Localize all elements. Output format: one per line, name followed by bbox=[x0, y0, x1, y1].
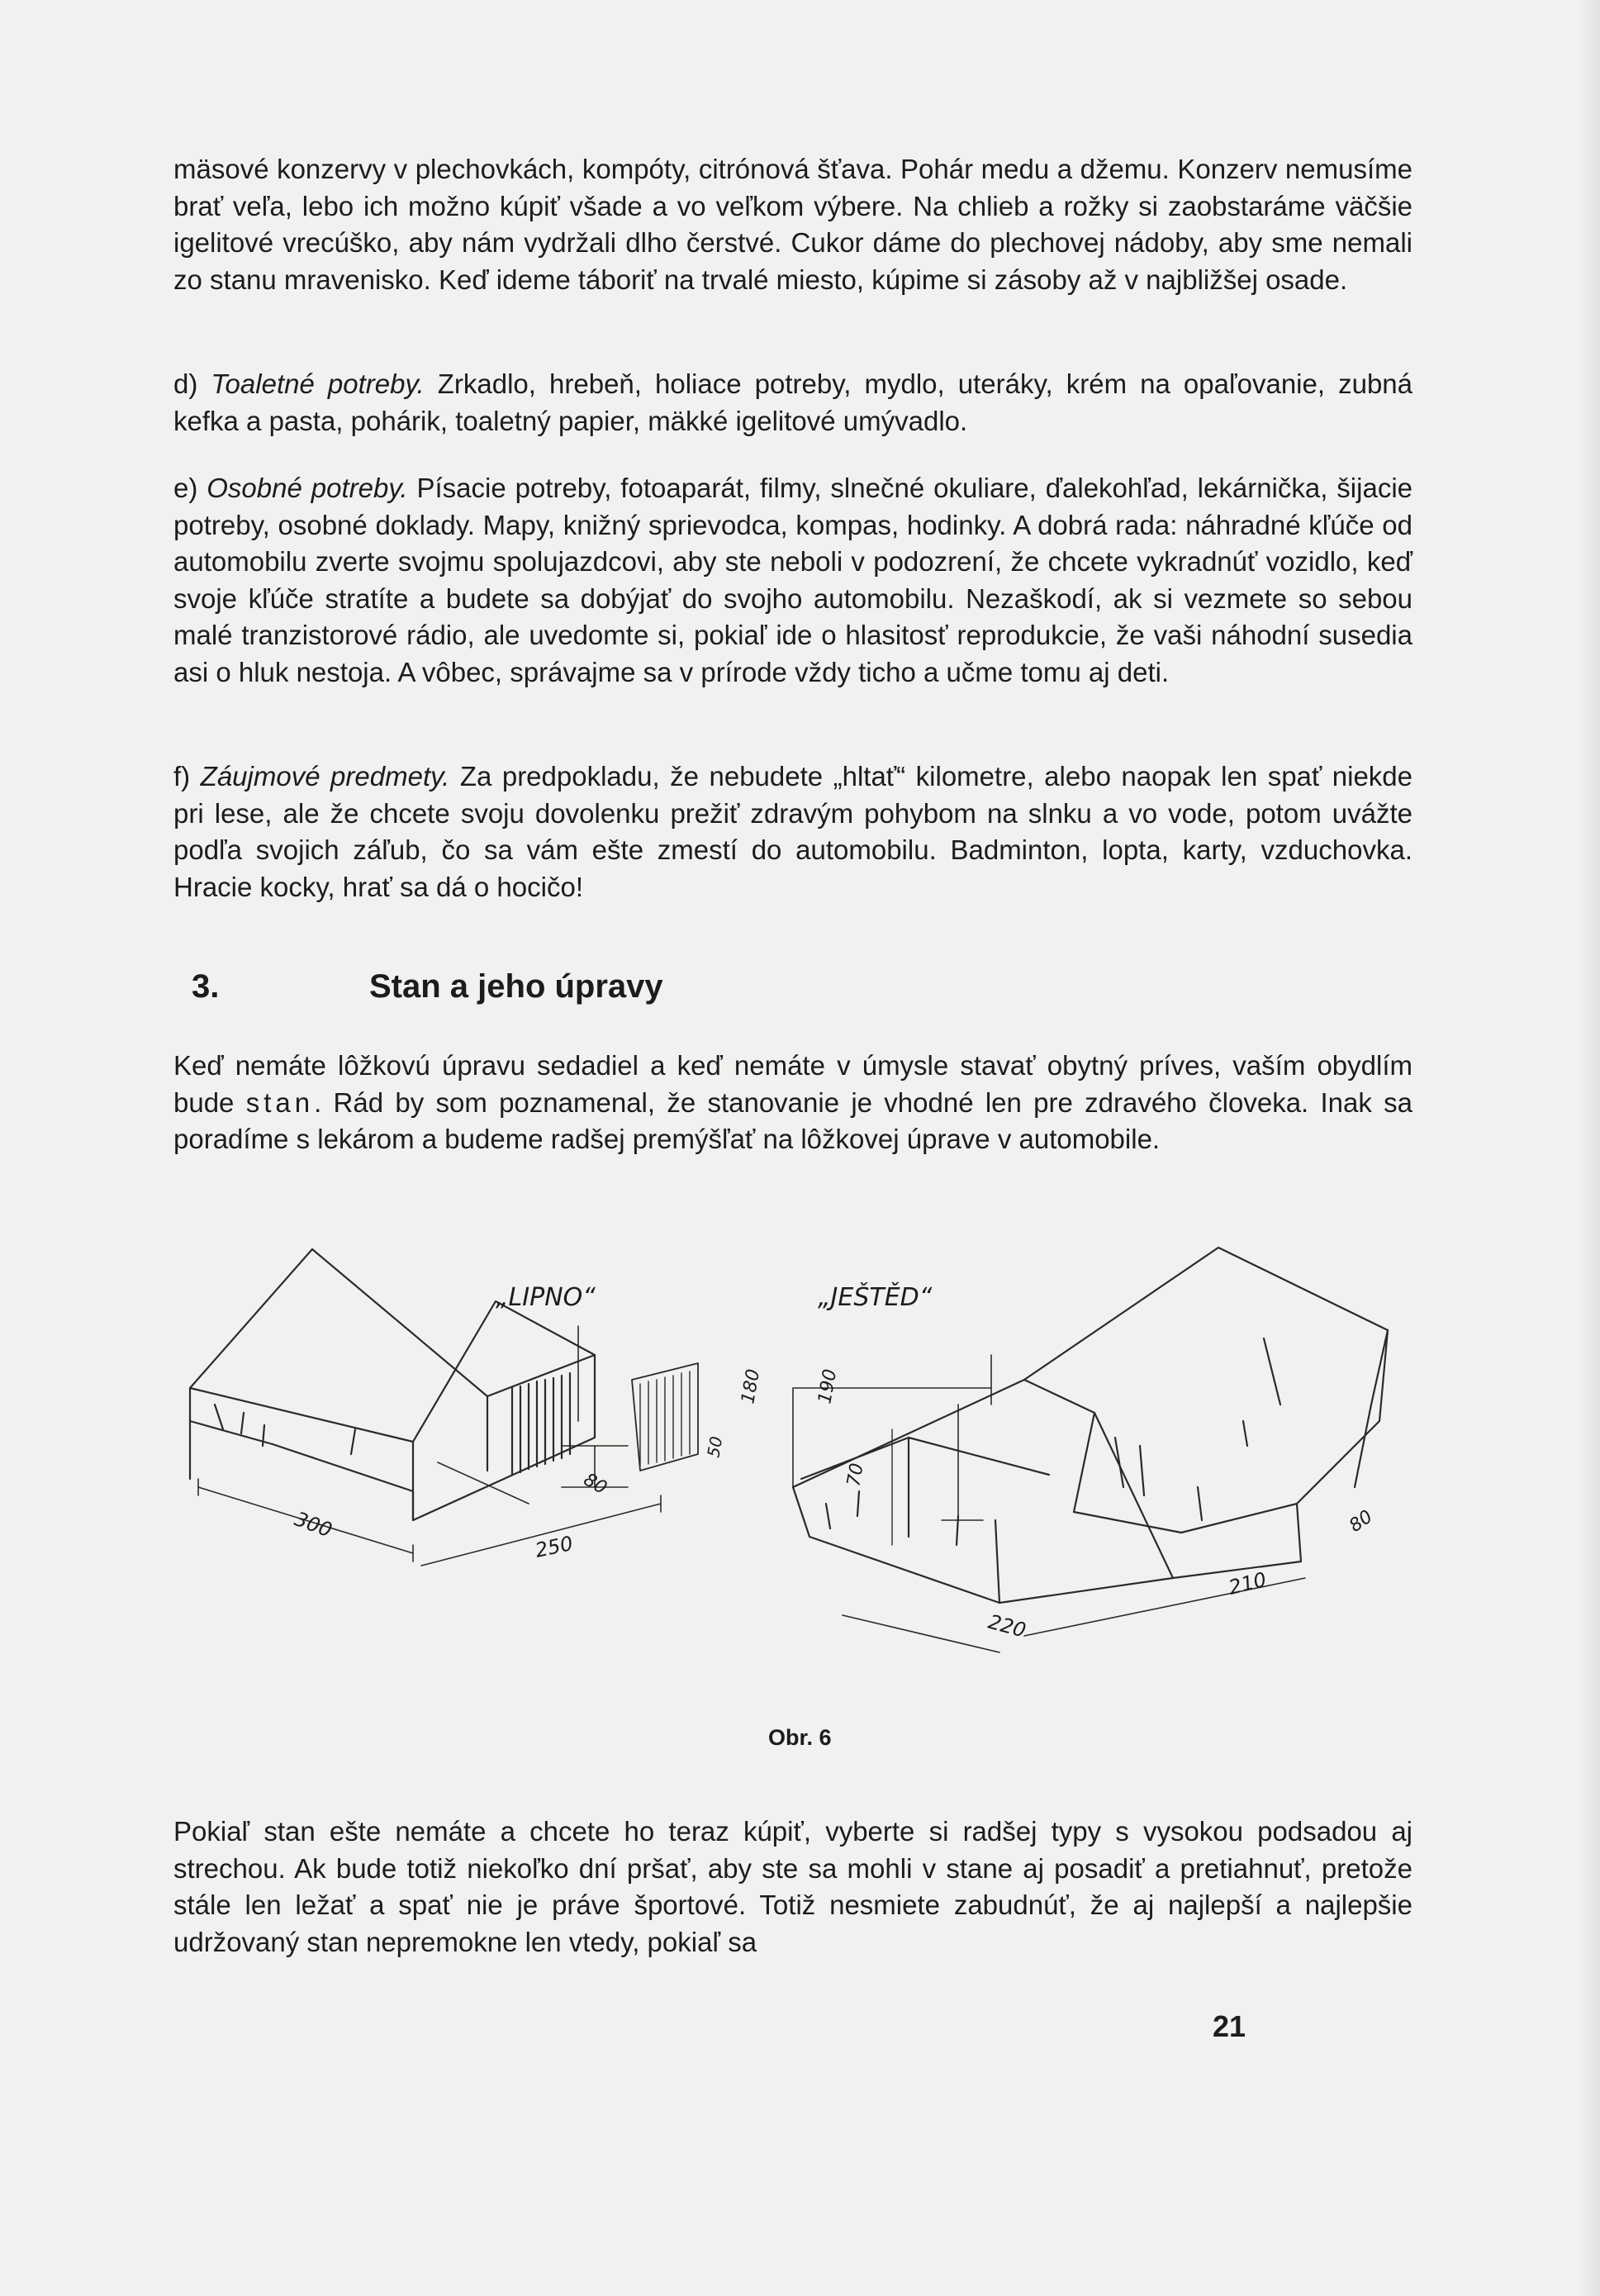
tent-illustration bbox=[165, 1239, 1421, 1702]
item-title: Toaletné potreby. bbox=[211, 368, 425, 399]
paragraph-text: mäsové konzervy v plechovkách, kompóty, citrónová šťava. Pohár medu a džemu. Konzerv nemusíme brať veľa, lebo ich možno kúpiť všade a vo veľkom výbere. Na chlieb a rožky si zaobstaráme väčšie igelitové vrecúško, aby nám vydržali dlho čerstvé. Cukor dáme do plechovej nádoby, aby sme nemali zo stanu mravenisko. Keď ideme táboriť na trvalé miesto, kúpime si zásoby až v najbližšej osade. bbox=[173, 154, 1412, 295]
page-edge-shadow bbox=[1579, 0, 1600, 2296]
dim-250: 250 bbox=[533, 1531, 576, 1562]
dim-220: 220 bbox=[985, 1609, 1028, 1642]
paragraph-provisions bbox=[173, 151, 1412, 298]
item-text: Zrkadlo, hrebeň, holiace potreby, mydlo, uteráky, krém na opaľovanie, zubná kefka a pasta, pohárik, toaletný papier, mäkké igelitové umývadlo. bbox=[173, 368, 1413, 436]
dim-300: 300 bbox=[291, 1507, 335, 1543]
dim-70: 70 bbox=[843, 1462, 868, 1489]
emphasized-word: stan bbox=[245, 1086, 315, 1118]
paragraph-buying-tent bbox=[173, 1814, 1412, 1961]
item-f bbox=[173, 758, 1412, 906]
lipno-label: „LIPNO“ bbox=[496, 1283, 596, 1312]
jested-label: „JEŠTĚD“ bbox=[818, 1283, 933, 1312]
lipno-tent-drawing bbox=[190, 1249, 698, 1566]
item-label: e) bbox=[173, 473, 198, 503]
dim-180: 180 bbox=[738, 1367, 765, 1406]
item-e bbox=[173, 470, 1412, 692]
item-label: f) bbox=[173, 761, 191, 791]
section-title: Stan a jeho úpravy bbox=[369, 968, 663, 1005]
dim-210: 210 bbox=[1226, 1567, 1269, 1600]
dim-50: 50 bbox=[703, 1434, 727, 1459]
paragraph-text: Pokiaľ stan ešte nemáte a chcete ho teraz kúpiť, vyberte si radšej typy s vysokou podsadou aj strechou. Ak bude totiž niekoľko dní pršať, aby ste sa mohli v stane aj posadiť a pretiahnuť, pretože stále len ležať a spať nie je práve športové. Totiž nesmiete zabudnúť, že aj najlepší a najlepšie udržovaný stan nepremokne len vtedy, pokiaľ sa bbox=[173, 1816, 1412, 1957]
item-text: Za predpokladu, že nebudete „hltať“ kilometre, alebo naopak len spať niekde pri lese, ale že chcete svoju dovolenku prežiť zdravým pohybom na slnku a vo vode, potom uvážte podľa svojich záľub, čo sa vám ešte zmestí do automobilu. Badminton, lopta, karty, vzduchovka. Hracie kocky, hrať sa dá o hocičo! bbox=[173, 761, 1413, 902]
paragraph-text: Keď nemáte lôžkovú úpravu sedadiel a keď nemáte v úmysle stavať obytný príves, vaším obydlím bude bbox=[173, 1050, 1412, 1118]
item-label: d) bbox=[173, 368, 198, 399]
figure-caption: Obr. 6 bbox=[768, 1725, 832, 1750]
item-title: Osobné potreby. bbox=[207, 473, 408, 503]
section-heading bbox=[192, 968, 663, 1005]
dim-190: 190 bbox=[814, 1367, 842, 1406]
dim-80-right: 80 bbox=[1346, 1506, 1377, 1537]
section-number: 3. bbox=[192, 968, 220, 1005]
item-title: Záujmové predmety. bbox=[200, 761, 450, 791]
page-number: 21 bbox=[1213, 2009, 1246, 2043]
item-text: Písacie potreby, fotoaparát, filmy, slnečné okuliare, ďalekohľad, lekárnička, šijacie potreby, osobné doklady. Mapy, knižný sprievodca, kompas, hodinky. A dobrá rada: náhradné kľúče od automobilu zverte svojmu spolujazdcovi, aby ste neboli v podozrení, že chcete vykradnúť vozidlo, keď svoje kľúče stratíte a budete sa dobýjať do svojho automobilu. Nezaškodí, ak si vezmete so sebou malé tranzistorové rádio, ale uvedomte si, pokiaľ ide o hlasitosť reprodukcie, že vaši náhodní susedia asi o hluk nestoja. A vôbec, správajme sa v prírode vždy ticho a učme tomu aj deti. bbox=[173, 473, 1413, 687]
paragraph-text: . Rád by som poznamenal, že stanovanie je vhodné len pre zdravého človeka. Inak sa poradíme s lekárom a budeme radšej premýšľať na lôžkovej úprave v automobile. bbox=[173, 1086, 1412, 1155]
paragraph-tent-intro bbox=[173, 1048, 1412, 1158]
item-d bbox=[173, 366, 1412, 440]
dim-80: 80 bbox=[580, 1469, 610, 1500]
